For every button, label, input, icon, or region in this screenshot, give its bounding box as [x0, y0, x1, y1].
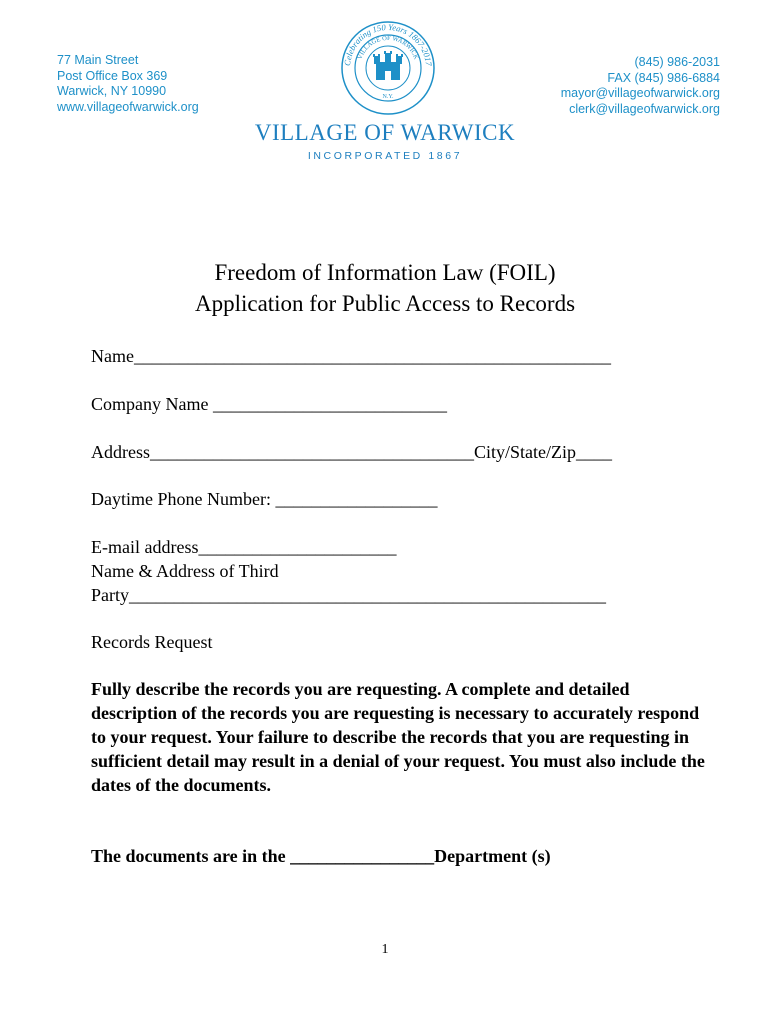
department-field[interactable]: The documents are in the ________________Department (s) — [91, 846, 551, 866]
street-address: 77 Main Street — [57, 53, 139, 67]
third-party-field[interactable]: Party_____________________________________________________ — [91, 585, 606, 605]
title-line-1: Freedom of Information Law (FOIL) — [214, 260, 556, 285]
name-field[interactable]: Name_____________________________________________________ — [91, 346, 611, 366]
seal-logo — [340, 20, 436, 116]
mayor-email[interactable]: mayor@villageofwarwick.org — [560, 86, 720, 100]
phone-number: (845) 986-2031 — [634, 55, 720, 69]
daytime-phone-field[interactable]: Daytime Phone Number: __________________ — [91, 489, 438, 509]
email-field[interactable]: E-mail address______________________ — [91, 537, 397, 557]
village-name: VILLAGE OF WARWICK — [254, 120, 516, 145]
title-line-2: Application for Public Access to Records — [194, 291, 576, 316]
svg-text:N.Y.: N.Y. — [382, 94, 394, 100]
website-link[interactable]: www.villageofwarwick.org — [57, 99, 199, 114]
records-request-label: Records Request — [91, 632, 213, 652]
svg-text:VILLAGE OF WARWICK: VILLAGE OF WARWICK — [356, 34, 420, 61]
page-title — [0, 257, 770, 319]
address-block-left — [57, 53, 199, 115]
page-number: 1 — [381, 942, 389, 957]
third-party-label: Name & Address of Third — [91, 561, 279, 581]
company-name-field[interactable]: Company Name __________________________ — [91, 394, 447, 414]
address-field[interactable]: Address____________________________________City/State/Zip____ — [91, 442, 612, 462]
clerk-email[interactable]: clerk@villageofwarwick.org — [569, 101, 720, 116]
svg-text:Celebrating 150 Years 1867-201: Celebrating 150 Years 1867-2017 — [342, 21, 434, 67]
incorporated-line: INCORPORATED 1867 — [307, 150, 463, 162]
fax-number: FAX (845) 986-6884 — [607, 70, 720, 85]
po-box: Post Office Box 369 — [57, 68, 168, 83]
address-block-right — [561, 55, 720, 117]
instructions-paragraph: Fully describe the records you are requesting. A complete and detailed description of the records you are requesting is necessary to accurately respond to your request. Your failure to describe the records that you are requesting in sufficient detail may result in a denial of your request. You must also include the dates of the documents. — [91, 679, 705, 795]
city-state-zip: Warwick, NY 10990 — [57, 84, 167, 98]
